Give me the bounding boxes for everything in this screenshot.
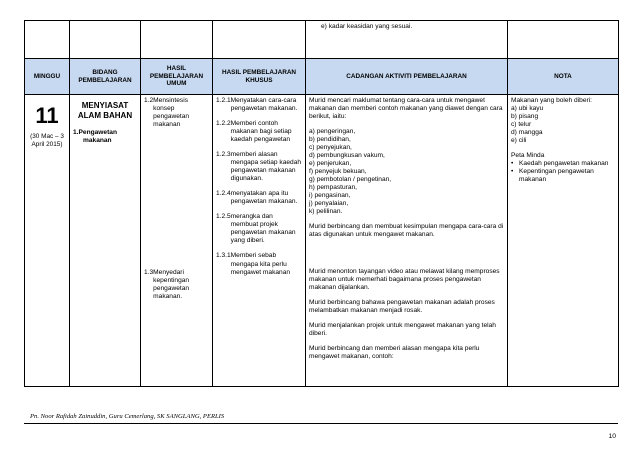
cadangan-list-item: h) pempasturan, bbox=[309, 184, 358, 192]
footer-author: Pn. Noor Rafidah Zainuddin, Guru Cemerlang, SK SANGLANG, PERLIS bbox=[30, 413, 225, 420]
nota-item: a) ubi kayu bbox=[511, 105, 544, 113]
minggu-cell bbox=[25, 95, 70, 387]
lesson-plan-table bbox=[24, 20, 619, 387]
cadangan-paragraph: Murid berbincang dan memberi alasan mengapa kita perlu mengawet makanan, contoh: bbox=[309, 344, 480, 360]
week-date: (30 Mac – 3 April 2015) bbox=[30, 133, 64, 148]
cadangan-paragraph: Murid berbincang dan membuat kesimpulan mengapa cara-cara di atas digunakan untuk mengawet makanan. bbox=[309, 223, 504, 239]
cadangan-paragraph: Murid menjalankan projek untuk mengawet makanan yang telah diberi. bbox=[309, 321, 496, 337]
header-cadangan: CADANGAN AKTIVITI PEMBELAJARAN bbox=[306, 59, 508, 95]
cadangan-list-item: j) penyalaian, bbox=[309, 200, 349, 208]
hasil-khusus-item: 1.2.5 merangka dan membuat projek pengawetan makanan yang diberi. bbox=[216, 213, 296, 245]
cadangan-paragraph: Murid menonton tayangan video atau melawat kilang memproses makanan untuk memerhati bagaimana proses pengawetan makanan dijalankan. bbox=[309, 267, 500, 291]
bidang-cell bbox=[70, 95, 141, 387]
hasil-khusus-item: 1.3.1 Memberi sebab mengapa kita perlu mengawet makanan bbox=[216, 252, 291, 276]
week-number: 11 bbox=[35, 103, 59, 128]
nota-item: b) pisang bbox=[511, 113, 539, 121]
header-nota: NOTA bbox=[508, 59, 619, 95]
hasil-khusus-item: 1.2.2 Memberi contoh makanan bagi setiap kaedah pengawetan bbox=[216, 120, 292, 144]
cadangan-list-item: e) penjerukan, bbox=[309, 160, 352, 168]
hasil-khusus-item: 1.2.4 menyatakan apa itu pengawetan makanan. bbox=[216, 190, 298, 206]
cadangan-cell bbox=[306, 95, 508, 387]
footer-divider bbox=[24, 423, 618, 424]
header-bidang: BIDANG PEMBELAJARAN bbox=[70, 59, 141, 95]
cadangan-paragraph: Murid berbincang bahawa pengawetan makanan adalah proses melambatkan makanan menjadi rosak. bbox=[309, 298, 495, 314]
peta-minda-title: Peta Minda bbox=[511, 152, 545, 160]
bidang-subtopic: 1.Pengawetan bbox=[73, 128, 117, 136]
list-item: • Kepentingan pengawetan makanan bbox=[511, 168, 594, 184]
cadangan-list-item: f) penyejuk bekuan, bbox=[309, 168, 367, 176]
cadangan-intro: Murid mencari maklumat tentang cara-cara untuk mengawet makanan dan memberi contoh makanan yang diawet dengan cara berikut, iaitu: bbox=[309, 97, 503, 121]
hasil-umum-item: 1.3 Menyedari kepentingan pengawetan makanan. bbox=[144, 269, 190, 301]
bidang-title: MENYIASAT ALAM BAHAN bbox=[77, 101, 133, 121]
nota-intro: Makanan yang boleh diberi: bbox=[511, 97, 593, 104]
continuation-cadangan-cell bbox=[306, 21, 508, 59]
header-row bbox=[25, 59, 619, 95]
bullet-icon: • bbox=[511, 160, 514, 168]
hasil-umum-cell bbox=[141, 95, 213, 387]
header-minggu: MINGGU bbox=[25, 59, 70, 95]
cadangan-list-item: i) pengasinan, bbox=[309, 192, 351, 200]
cadangan-list-item: a) pengeringan, bbox=[309, 128, 356, 136]
page-number: 10 bbox=[608, 433, 616, 440]
hasil-khusus-item: 1.2.1 Menyatakan cara-cara pengawetan makanan. bbox=[216, 97, 298, 113]
hasil-khusus-item: 1.2.3 memberi alasan mengapa setiap kaedah pengawetan makanan digunakan. bbox=[216, 151, 302, 183]
continuation-text: e) kadar keasidan yang sesuai. bbox=[321, 23, 413, 30]
nota-item: c) telur bbox=[511, 121, 532, 129]
cadangan-list-item: c) penyejukan, bbox=[309, 144, 352, 152]
list-item: • Kaedah pengawetan makanan bbox=[511, 160, 609, 168]
content-row bbox=[25, 95, 619, 387]
cadangan-list-item: b) pendidihan, bbox=[309, 136, 351, 144]
header-hasil-umum: HASIL PEMBELAJARAN UMUM bbox=[141, 59, 213, 95]
cadangan-list-item: d) pembungkusan vakum, bbox=[309, 152, 385, 160]
hasil-khusus-cell bbox=[213, 95, 306, 387]
bullet-icon: • bbox=[511, 168, 514, 176]
hasil-umum-item: 1.2 Mensintesis konsep pengawetan makanan bbox=[144, 97, 190, 129]
nota-item: e) cili bbox=[511, 137, 527, 145]
cadangan-list-item: g) pembotolan / pengetinan, bbox=[309, 176, 392, 184]
peta-minda-list bbox=[511, 160, 615, 184]
header-hasil-khusus: HASIL PEMBELAJARAN KHUSUS bbox=[213, 59, 306, 95]
cadangan-list-item: k) pelilinan. bbox=[309, 208, 343, 216]
continuation-row bbox=[25, 21, 619, 59]
nota-item: d) mangga bbox=[511, 129, 543, 137]
nota-cell bbox=[508, 95, 619, 387]
bidang-subtopic-label: makanan bbox=[83, 136, 112, 144]
